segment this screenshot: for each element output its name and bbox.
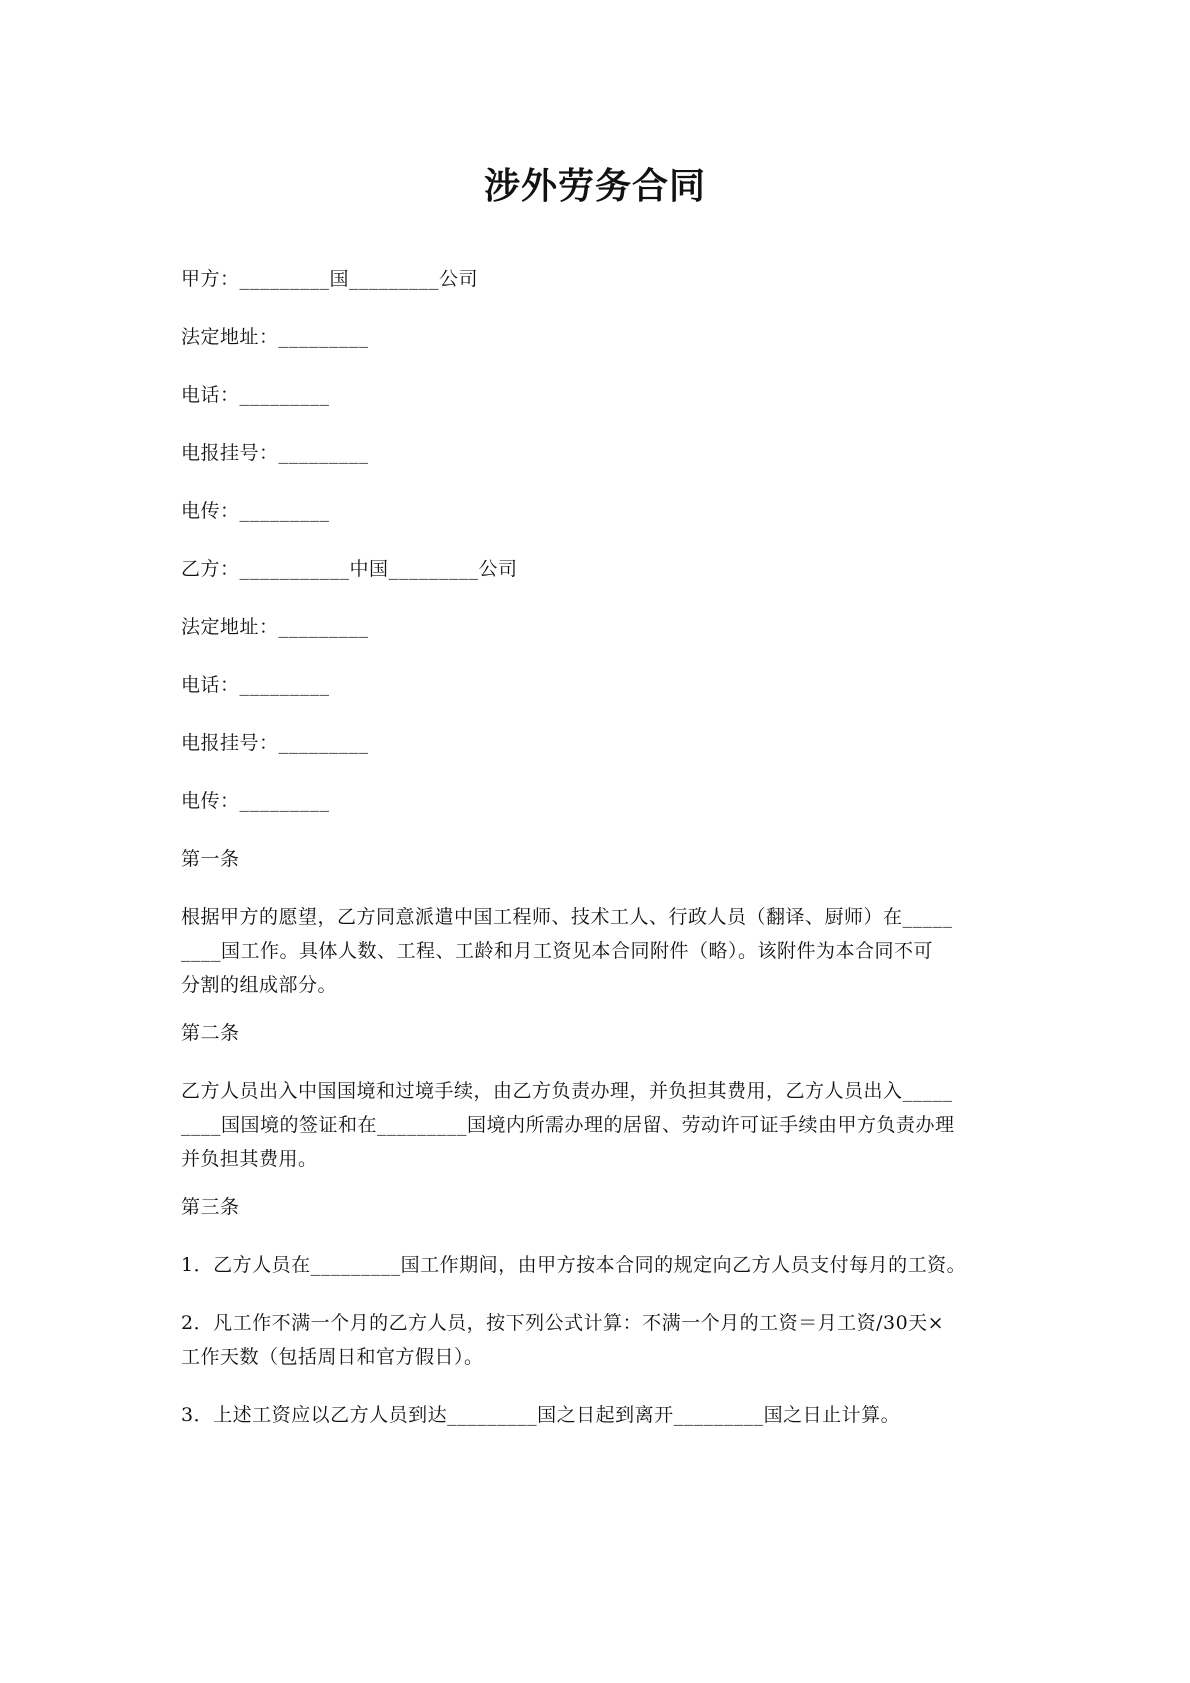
- article-3-item-1: [181, 1248, 1021, 1282]
- article-2-line: 并负担其费用。: [181, 1148, 318, 1170]
- party-b-name: 乙方：___________中国_________公司: [181, 558, 518, 580]
- article-3-line: 1．乙方人员在_________国工作期间，由甲方按本合同的规定向乙方人员支付每月的工资。: [181, 1254, 967, 1276]
- article-3-line: 2．凡工作不满一个月的乙方人员，按下列公式计算：不满一个月的工资＝月工资/30天×: [181, 1312, 945, 1334]
- party-a-fax: 电传：_________: [181, 500, 330, 522]
- party-a-telegraph: 电报挂号：_________: [181, 442, 369, 464]
- party-b-telegraph: 电报挂号：_________: [181, 732, 369, 754]
- article-2-body: [181, 1074, 1021, 1176]
- article-1-body: [181, 900, 1021, 1002]
- party-b-fax: 电传：_________: [181, 790, 330, 812]
- article-2-line: 乙方人员出入中国国境和过境手续，由乙方负责办理，并负担其费用，乙方人员出入_____: [181, 1080, 953, 1102]
- party-a-phone: 电话：_________: [181, 384, 330, 406]
- party-a-name: 甲方：_________国_________公司: [181, 268, 479, 290]
- article-2-line: ____国国境的签证和在_________国境内所需办理的居留、劳动许可证手续由甲方负责办理: [181, 1114, 955, 1136]
- article-3-heading: 第三条: [181, 1196, 240, 1218]
- document-title: 涉外劳务合同: [483, 165, 706, 207]
- party-b-phone: 电话：_________: [181, 674, 330, 696]
- article-1-heading: 第一条: [181, 848, 240, 870]
- article-2-heading: 第二条: [181, 1022, 240, 1044]
- party-a-address: 法定地址：_________: [181, 326, 369, 348]
- article-3-line: 3．上述工资应以乙方人员到达_________国之日起到离开_________国之日止计算。: [181, 1404, 901, 1426]
- article-3-item-3: [181, 1398, 1021, 1432]
- article-1-line: 分割的组成部分。: [181, 974, 338, 996]
- article-3-item-2: [181, 1306, 1021, 1374]
- article-3-line: 工作天数（包括周日和官方假日）。: [181, 1346, 484, 1368]
- party-b-address: 法定地址：_________: [181, 616, 369, 638]
- article-1-line: 根据甲方的愿望，乙方同意派遣中国工程师、技术工人、行政人员（翻译、厨师）在_____: [181, 906, 953, 928]
- article-1-line: ____国工作。具体人数、工程、工龄和月工资见本合同附件（略）。该附件为本合同不可: [181, 940, 934, 962]
